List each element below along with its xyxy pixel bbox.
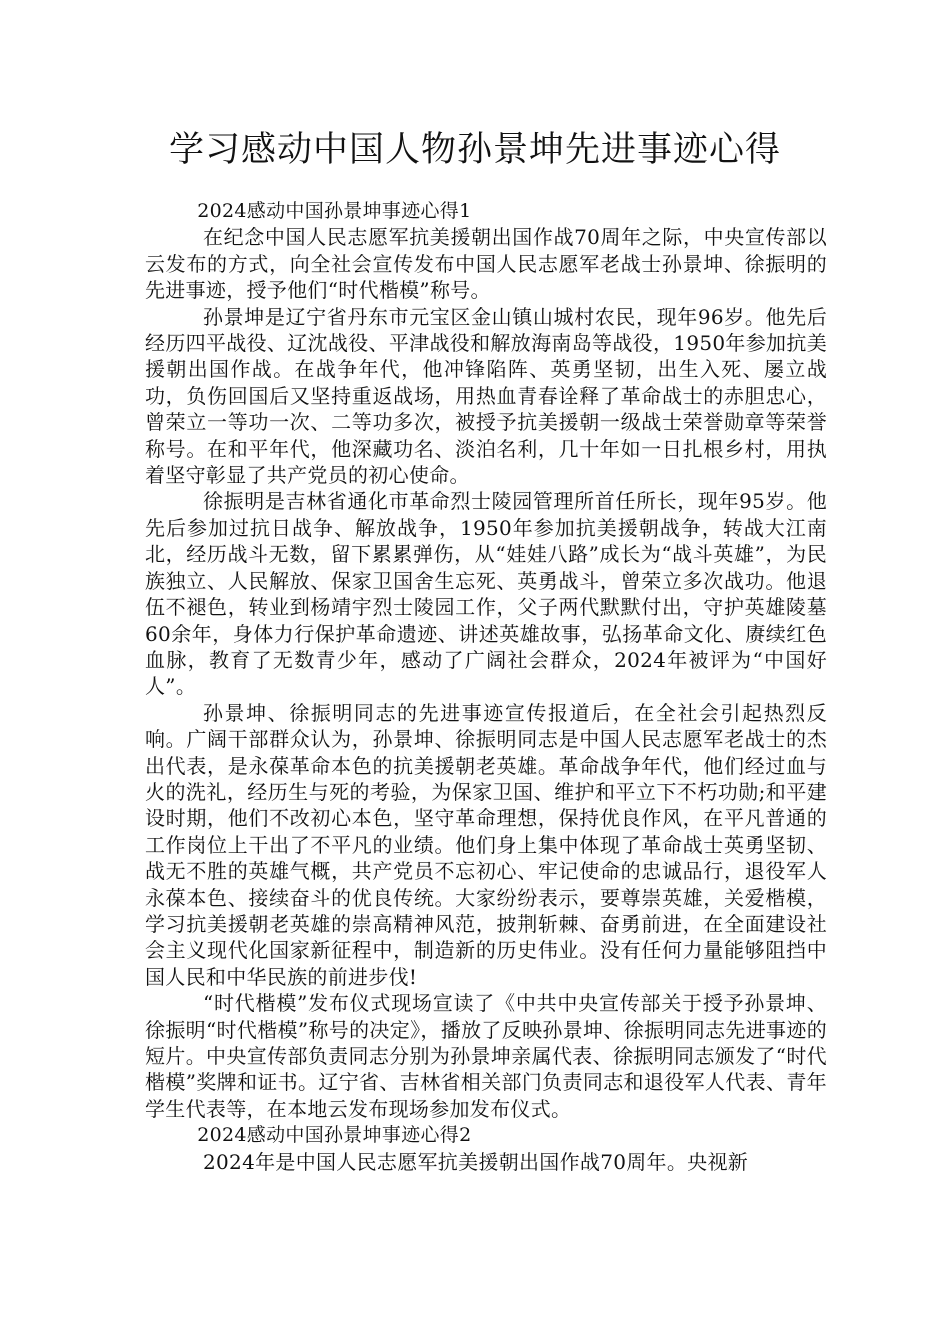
document-body (145, 198, 827, 1175)
document-title: 学习感动中国人物孙景坤先进事迹心得 (168, 130, 781, 170)
paragraph: 徐振明是吉林省通化市革命烈士陵园管理所首任所长，现年95岁。他先后参加过抗日战争、解放战争，1950年参加抗美援朝战争，转战大江南北，经历战斗无数，留下累累弹伤，从“娃娃八路”成长为“战斗英雄”，为民族独立、人民解放、保家卫国舍生忘死、英勇战斗，曾荣立多次战功。他退伍不褪色，转业到杨靖宇烈士陵园工作，父子两代默默付出，守护英雄陵墓60余年，身体力行保护革命遗迹、讲述英雄故事，弘扬革命文化、赓续红色血脉，教育了无数青少年，感动了广阔社会群众，2024年被评为“中国好人”。 (145, 489, 827, 699)
paragraph: 孙景坤是辽宁省丹东市元宝区金山镇山城村农民，现年96岁。他先后经历四平战役、辽沈战役、平津战役和解放海南岛等战役，1950年参加抗美援朝出国作战。在战争年代，他冲锋陷阵、英勇坚韧，出生入死、屡立战功，负伤回国后又坚持重返战场，用热血青春诠释了革命战士的赤胆忠心，曾荣立一等功一次、二等功多次，被授予抗美援朝一级战士荣誉勋章等荣誉称号。在和平年代，他深藏功名、淡泊名利，几十年如一日扎根乡村，用执着坚守彰显了共产党员的初心使命。 (145, 304, 827, 488)
paragraph: “时代楷模”发布仪式现场宣读了《中共中央宣传部关于授予孙景坤、徐振明“时代楷模”称号的决定》，播放了反映孙景坤、徐振明同志先进事迹的短片。中央宣传部负责同志分别为孙景坤亲属代表、徐振明同志颁发了“时代楷模”奖牌和证书。辽宁省、吉林省相关部门负责同志和退役军人代表、青年学生代表等，在本地云发布现场参加发布仪式。 (145, 991, 827, 1121)
section-heading: 2024感动中国孙景坤事迹心得2 (197, 1124, 472, 1147)
section-heading: 2024感动中国孙景坤事迹心得1 (197, 200, 472, 222)
paragraph: 2024年是中国人民志愿军抗美援朝出国作战70周年。央视新 (203, 1149, 749, 1174)
paragraph: 孙景坤、徐振明同志的先进事迹宣传报道后，在全社会引起热烈反响。广阔干部群众认为，孙景坤、徐振明同志是中国人民志愿军老战士的杰出代表，是永葆革命本色的抗美援朝老英雄。革命战争年代，他们经过血与火的洗礼，经历生与死的考验，为保家卫国、维护和平立下不朽功勋;和平建设时期，他们不改初心本色，坚守革命理想，保持优良作风，在平凡普通的工作岗位上干出了不平凡的业绩。他们身上集中体现了革命战士英勇坚韧、战无不胜的英雄气概，共产党员不忘初心、牢记使命的忠诚品行，退役军人永葆本色、接续奋斗的优良传统。大家纷纷表示，要尊崇英雄，关爱楷模，学习抗美援朝老英雄的崇高精神风范，披荆斩棘、奋勇前进，在全面建设社会主义现代化国家新征程中，制造新的历史伟业。没有任何力量能够阻挡中国人民和中华民族的前进步伐! (145, 700, 827, 989)
paragraph: 在纪念中国人民志愿军抗美援朝出国作战70周年之际，中央宣传部以云发布的方式，向全社会宣传发布中国人民志愿军老战士孙景坤、徐振明的先进事迹，授予他们“时代楷模”称号。 (145, 225, 827, 303)
